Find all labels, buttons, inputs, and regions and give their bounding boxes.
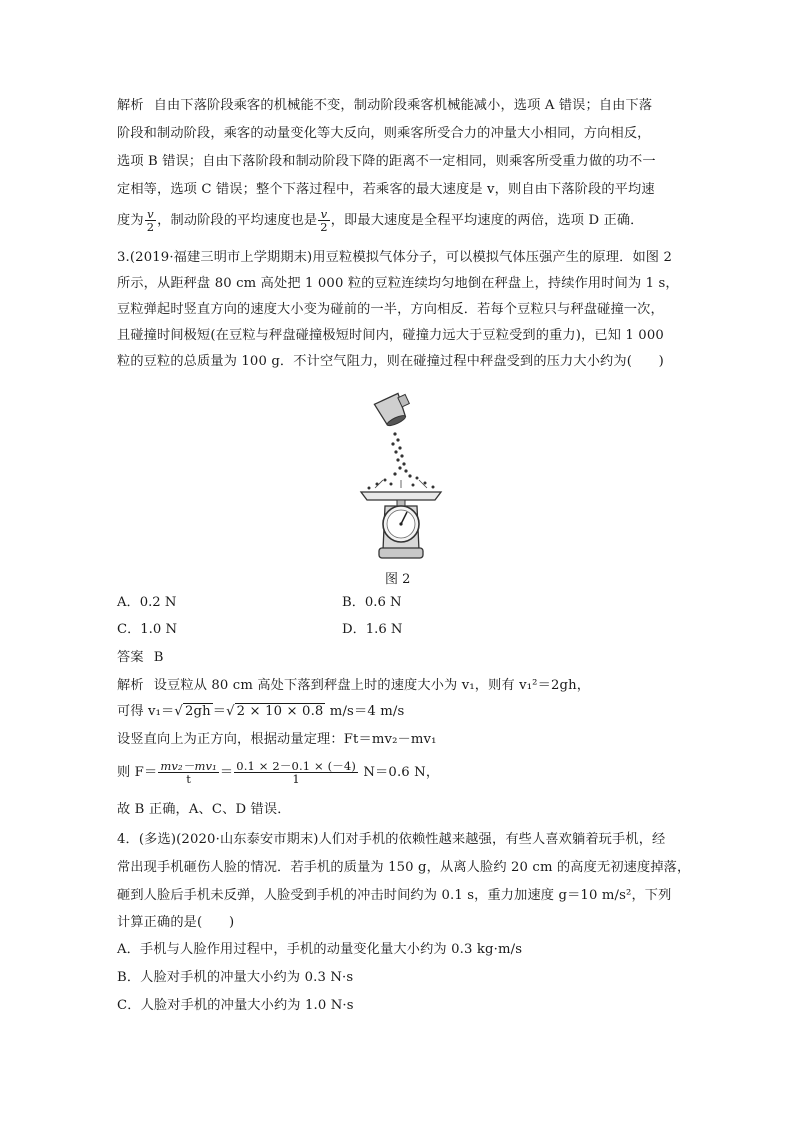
analysis3-line-5: 故 B 正确，A、C、D 错误． xyxy=(117,802,291,817)
frac-num: v xyxy=(145,208,156,221)
q3-option-b: B．0.6 N xyxy=(342,595,402,610)
q4-line-1: 4．(多选)(2020·山东泰安市期末)人们对手机的依赖性越来越强，有些人喜欢躺着玩手机，经 xyxy=(117,832,666,847)
analysis-line-2: 阶段和制动阶段，乘客的动量变化等大反向，则乘客所受合力的冲量大小相同，方向相反， xyxy=(117,126,651,141)
frac-den: t xyxy=(186,772,191,786)
answer-value: B xyxy=(153,650,164,665)
answer-label: 答案 xyxy=(117,650,144,665)
text: m/s＝4 m/s xyxy=(325,704,405,719)
analysis-label: 解析 xyxy=(117,678,144,693)
analysis-text: 自由下落阶段乘客的机械能不变，制动阶段乘客机械能减小，选项 A 错误；自由下落 xyxy=(153,98,653,113)
analysis-text: 设豆粒从 80 cm 高处下落到秤盘上时的速度大小为 v₁，则有 v₁²＝2gh， xyxy=(153,678,591,693)
q4-option-c: C．人脸对手机的冲量大小约为 1.0 N·s xyxy=(117,998,354,1013)
text: ，制动阶段的平均速度也是 xyxy=(157,213,318,228)
text: ，即最大速度是全程平均速度的两倍，选项 D 正确． xyxy=(330,213,644,228)
text: ＝ xyxy=(219,765,234,780)
frac-num: 0.1 × 2－0.1 × (－4) xyxy=(236,759,357,773)
q4-option-b: B．人脸对手机的冲量大小约为 0.3 N·s xyxy=(117,970,354,985)
text: ＝ xyxy=(212,704,227,719)
frac-den: 2 xyxy=(146,220,155,234)
analysis-line-1 xyxy=(117,96,683,116)
analysis-line-5 xyxy=(117,208,683,233)
text: 度为 xyxy=(117,213,144,228)
answer-line xyxy=(117,648,683,668)
analysis3-line-2: 可得 v₁＝√ 2gh ＝√ 2 × 10 × 0.8 m/s＝4 m/s xyxy=(117,704,405,719)
q4-line-4: 计算正确的是( ) xyxy=(117,915,235,930)
fraction-v-over-2 xyxy=(318,208,329,233)
sqrt-expr: 2 × 10 × 0.8 xyxy=(236,704,324,719)
frac-num: mv₂－mv₁ xyxy=(160,759,217,773)
q4-line-3: 砸到人脸后手机未反弹，人脸受到手机的冲击时间约为 0.1 s，重力加速度 g＝10 m/s²，下列 xyxy=(117,888,672,903)
analysis-line-4: 定相等，选项 C 错误；整个下落过程中，若乘客的最大速度是 v，则自由下落阶段的平均速 xyxy=(117,182,655,197)
analysis3-line-1 xyxy=(117,676,683,696)
text: N＝0.6 N， xyxy=(359,765,440,780)
frac-num: v xyxy=(318,208,329,221)
fraction-numeric xyxy=(234,760,358,785)
q3-option-a: A．0.2 N xyxy=(117,595,177,610)
analysis-line-3: 选项 B 错误；自由下落阶段和制动阶段下降的距离不一定相同，则乘客所受重力做的功不一 xyxy=(117,154,656,169)
frac-den: 1 xyxy=(292,772,300,786)
analysis-label: 解析 xyxy=(117,98,144,113)
text: 可得 v₁＝ xyxy=(117,704,175,719)
q3-line-4: 且碰撞时间极短(在豆粒与秤盘碰撞极短时间内，碰撞力远大于豆粒受到的重力)，已知 1 000 xyxy=(117,328,664,343)
q3-line-1: 3.(2019·福建三明市上学期期末)用豆粒模拟气体分子，可以模拟气体压强产生的原理．如图 2 xyxy=(117,250,673,265)
analysis3-line-3: 设竖直向上为正方向，根据动量定理：Ft＝mv₂－mv₁ xyxy=(117,732,437,747)
q3-line-3: 豆粒弹起时竖直方向的速度大小变为碰前的一半，方向相反．若每个豆粒只与秤盘碰撞一次， xyxy=(117,302,664,317)
sqrt-expr: 2gh xyxy=(184,704,211,719)
figure-scale-illustration xyxy=(355,392,447,562)
q3-line-5: 粒的豆粒的总质量为 100 g．不计空气阻力，则在碰撞过程中秤盘受到的压力大小约为( ) xyxy=(117,354,664,369)
fraction-momentum xyxy=(158,760,219,785)
analysis3-line-4 xyxy=(117,760,683,785)
figure-caption: 图 2 xyxy=(385,572,411,587)
q3-option-c: C．1.0 N xyxy=(117,622,177,637)
fraction-v-over-2 xyxy=(145,208,156,233)
cup-icon xyxy=(374,392,414,429)
q3-option-d: D．1.6 N xyxy=(342,622,403,637)
q4-option-a: A．手机与人脸作用过程中，手机的动量变化量大小约为 0.3 kg·m/s xyxy=(117,942,523,957)
frac-den: 2 xyxy=(320,220,328,234)
q4-line-2: 常出现手机砸伤人脸的情况．若手机的质量为 150 g，从离人脸约 20 cm 的高度无初速度掉落， xyxy=(117,860,691,875)
q3-line-2: 所示，从距秤盘 80 cm 高处把 1 000 粒的豆粒连续均匀地倒在秤盘上，持续作用时间为 1 s， xyxy=(117,276,679,291)
text: 则 F＝ xyxy=(117,765,158,780)
